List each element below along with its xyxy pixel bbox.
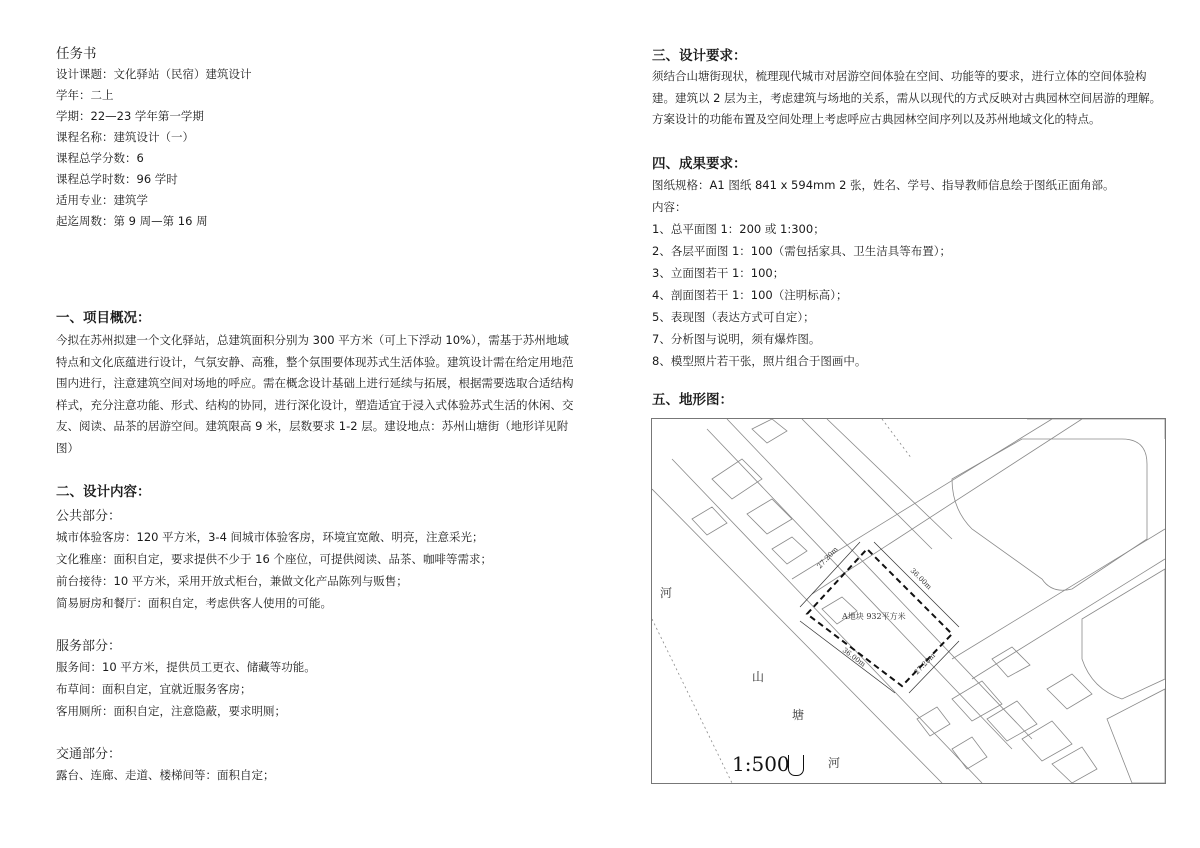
plot-label: A地块 932平方米: [842, 612, 906, 621]
dim-bottom-label: 27.20m: [912, 651, 937, 677]
public-item: 前台接待：10 平方米，采用开放式柜台，兼做文化产品陈列与贩售；: [56, 574, 408, 588]
section5-heading: 五、地形图：: [652, 392, 733, 408]
north-arrow-icon: [788, 755, 804, 776]
deliverable-item: 1、总平面图 1：200 或 1:300；: [652, 222, 825, 236]
section3-body: 须结合山塘街现状，梳理现代城市对居游空间体验在空间、功能等的要求，进行立体的空间体验构建。建筑以 2 层为主，考虑建筑与场地的关系，需从以现代的方式反映对古典园林空间居游的理解。方案设计的功能布置及空间处理上考虑呼应古典园林空间序列以及苏州地域文化的特点。: [652, 69, 1162, 126]
contour: [652, 619, 732, 783]
task-line: 课程总学时数：96 学时: [56, 172, 178, 186]
public-item: 简易厨房和餐厅：面积自定，考虑供客人使用的可能。: [56, 596, 332, 610]
building: [747, 499, 792, 534]
section4-heading: 四、成果要求：: [652, 156, 747, 172]
deliverable-item: 4、剖面图若干 1：100（注明标高）；: [652, 288, 848, 302]
dim-right-label: 36.00m: [908, 566, 934, 592]
contour: [882, 419, 912, 459]
dim-top-label: 27.20m: [815, 545, 840, 571]
service-item: 布草间：面积自定，宜就近服务客房；: [56, 682, 252, 696]
river-char: 河: [828, 756, 841, 770]
river-edge: [672, 459, 982, 783]
service-title: 服务部分：: [56, 639, 122, 654]
building: [987, 701, 1037, 741]
public-item: 城市体验客房：120 平方米，3-4 间城市体验客房，环境宜宽敞、明亮，注意采光；: [56, 530, 484, 544]
city-block: [1107, 689, 1165, 783]
task-line: 学年：二上: [56, 88, 114, 102]
building: [952, 681, 1002, 721]
city-block: [1082, 569, 1165, 699]
site-map-drawing: [652, 419, 1165, 783]
road-edge: [727, 419, 1032, 739]
deliverable-item: 5、表现图（表达方式可自定）；: [652, 310, 815, 324]
site-map: [651, 418, 1166, 784]
deliverable-content-label: 内容：: [652, 200, 687, 214]
river-edge: [652, 489, 942, 783]
building: [752, 419, 787, 443]
traffic-item: 露台、连廊、走道、楼梯间等：面积自定；: [56, 768, 275, 782]
deliverable-item: 7、分析图与说明，须有爆炸图。: [652, 332, 821, 346]
section3-heading: 三、设计要求：: [652, 48, 747, 64]
task-line: 起迄周数：第 9 周—第 16 周: [56, 214, 208, 228]
building: [1022, 721, 1072, 761]
task-title: 任务书: [56, 46, 97, 62]
building: [992, 647, 1030, 677]
deliverable-item: 2、各层平面图 1：100（需包括家具、卫生洁具等布置）；: [652, 244, 951, 258]
building: [1047, 674, 1092, 709]
section2-heading: 二、设计内容：: [56, 484, 151, 500]
service-item: 客用厕所：面积自定，注意隐蔽，要求明厕；: [56, 704, 286, 718]
road-edge: [812, 419, 1082, 594]
road-edge: [827, 419, 952, 539]
building: [952, 737, 987, 769]
service-item: 服务间：10 平方米，提供员工更衣、储藏等功能。: [56, 660, 316, 674]
river-char: 河: [660, 586, 673, 600]
task-line: 学期：22—23 学年第一学期: [56, 109, 204, 123]
traffic-title: 交通部分：: [56, 747, 122, 762]
river-char: 山: [752, 670, 765, 684]
task-line: 适用专业：建筑学: [56, 193, 148, 207]
map-scale: 1:500: [732, 752, 790, 776]
deliverable-item: 3、立面图若干 1：100；: [652, 266, 785, 280]
dim-left-label: 36.00m: [840, 646, 867, 669]
building: [772, 537, 807, 564]
road-edge: [802, 419, 932, 549]
task-line: 课程名称：建筑设计（一）: [56, 130, 194, 144]
road-edge: [972, 559, 1165, 679]
task-line: 课程总学分数：6: [56, 151, 144, 165]
deliverable-spec: 图纸规格：A1 图纸 841 x 594mm 2 张，姓名、学号、指导教师信息绘于图纸正面角部。: [652, 178, 1115, 192]
section1-heading: 一、项目概况：: [56, 310, 151, 326]
river-char: 塘: [792, 708, 805, 722]
task-line: 设计课题：文化驿站（民宿）建筑设计: [56, 67, 252, 81]
city-block: [952, 439, 1147, 590]
building: [1052, 747, 1097, 783]
public-title: 公共部分：: [56, 509, 122, 524]
section1-body: 今拟在苏州拟建一个文化驿站，总建筑面积分别为 300 平方米（可上下浮动 10%），需基于苏州地域特点和文化底蕴进行设计，气氛安静、高雅，整个氛围要体现苏式生活体验。建筑设计需在给定用地范围内进行，注意建筑空间对场地的呼应。需在概念设计基础上进行延续与拓展，根据需要选取合适结构样式，充分注意功能、形式、结构的协同，进行深化设计，塑造适宜于浸入式体验苏式生活的休闲、交友、阅读、品茶的居游空间。建筑限高 9 米，层数要求 1-2 层。建设地点：苏州山塘街（地形详见附图）: [56, 333, 574, 455]
public-item: 文化雅座：面积自定，要求提供不少于 16 个座位，可提供阅读、品茶、咖啡等需求；: [56, 552, 492, 566]
building: [917, 707, 950, 736]
deliverable-item: 8、模型照片若干张，照片组合于图画中。: [652, 354, 867, 368]
